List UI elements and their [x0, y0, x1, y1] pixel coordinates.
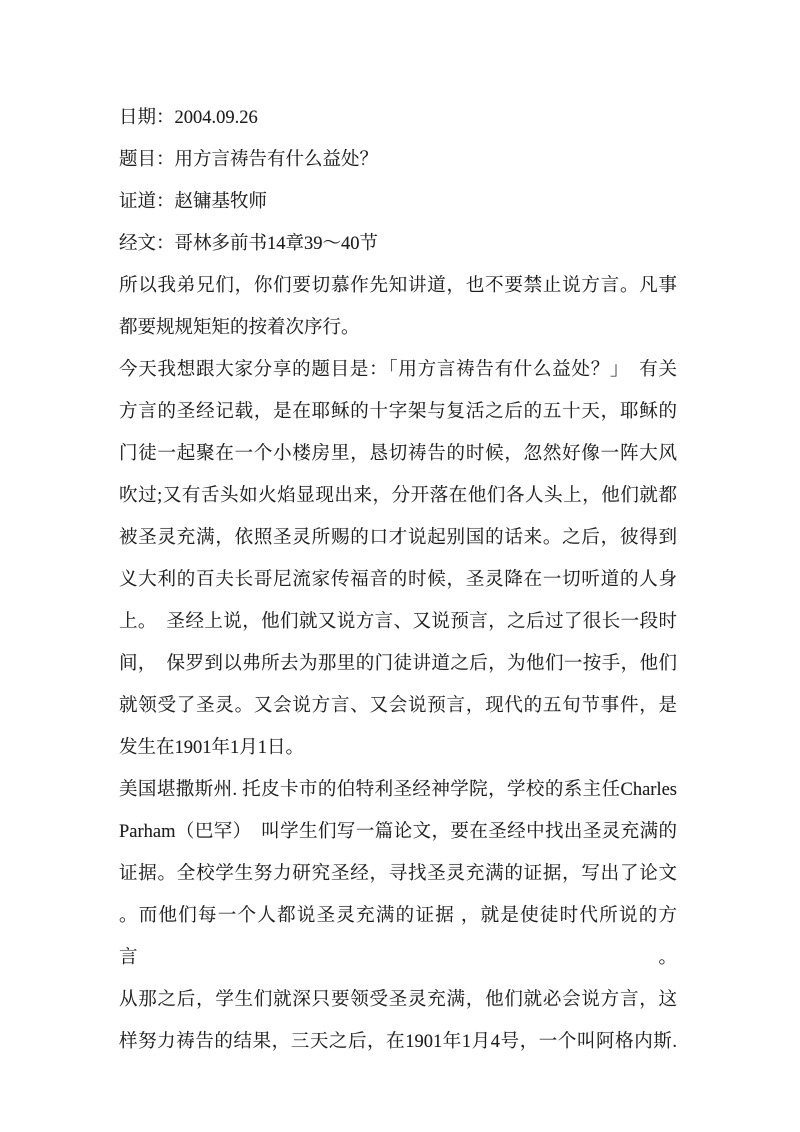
body-line: 被圣灵充满，依照圣灵所赐的口才说起别国的话来。之后，彼得到	[119, 528, 677, 548]
body-line: 从那之后，学生们就深只要领受圣灵充满，他们就必会说方言，这	[119, 990, 677, 1010]
meta-block	[119, 97, 677, 265]
body-line: 证据。全校学生努力研究圣经，寻找圣灵充满的证据，写出了论文	[119, 864, 677, 884]
body-line: 美国堪撒斯州. 托皮卡市的伯特利圣经神学院，学校的系主任Charles	[119, 780, 677, 800]
body-line: 就领受了圣灵。又会说方言、又会说预言，现代的五旬节事件，是	[119, 696, 677, 716]
meta-line-scripture: 经文：哥林多前书14章39～40节	[119, 234, 379, 254]
body-line: 间， 保罗到以弗所去为那里的门徒讲道之后，为他们一按手，他们	[119, 654, 677, 674]
body-line: Parham（巴罕） 叫学生们写一篇论文，要在圣经中找出圣灵充满的	[119, 822, 677, 842]
body-line: 上。 圣经上说，他们就又说方言、又说预言，之后过了很长一段时	[119, 612, 677, 632]
document-text	[119, 97, 677, 1063]
body-line: 样努力祷告的结果，三天之后，在1901年1月4号，一个叫阿格内斯.	[119, 1032, 677, 1052]
body-line: 今天我想跟大家分享的题目是：「用方言祷告有什么益处？」 有关	[119, 360, 677, 380]
body-line: 所以我弟兄们，你们要切慕作先知讲道，也不要禁止说方言。凡事	[119, 276, 677, 296]
body-line: 方言的圣经记载，是在耶稣的十字架与复活之后的五十天，耶稣的	[119, 402, 677, 422]
body-line: 都要规规矩矩的按着次序行。	[119, 318, 360, 338]
body-line: 门徒一起聚在一个小楼房里，恳切祷告的时候，忽然好像一阵大风	[119, 444, 677, 464]
meta-line-date: 日期：2004.09.26	[119, 108, 258, 128]
body-line: 发生在1901年1月1日。	[119, 738, 305, 758]
meta-line-preacher: 证道：赵镛基牧师	[119, 192, 268, 212]
body-line: 义大利的百夫长哥尼流家传福音的时候，圣灵降在一切听道的人身	[119, 570, 677, 590]
body-line: 吹过;又有舌头如火焰显现出来，分开落在他们各人头上，他们就都	[119, 486, 677, 506]
body-line: 。而他们每一个人都说圣灵充满的证据 ，就是使徒时代所说的方言。	[119, 906, 677, 968]
meta-line-title: 题目：用方言祷告有什么益处？	[119, 150, 379, 170]
body-block	[119, 265, 677, 1063]
